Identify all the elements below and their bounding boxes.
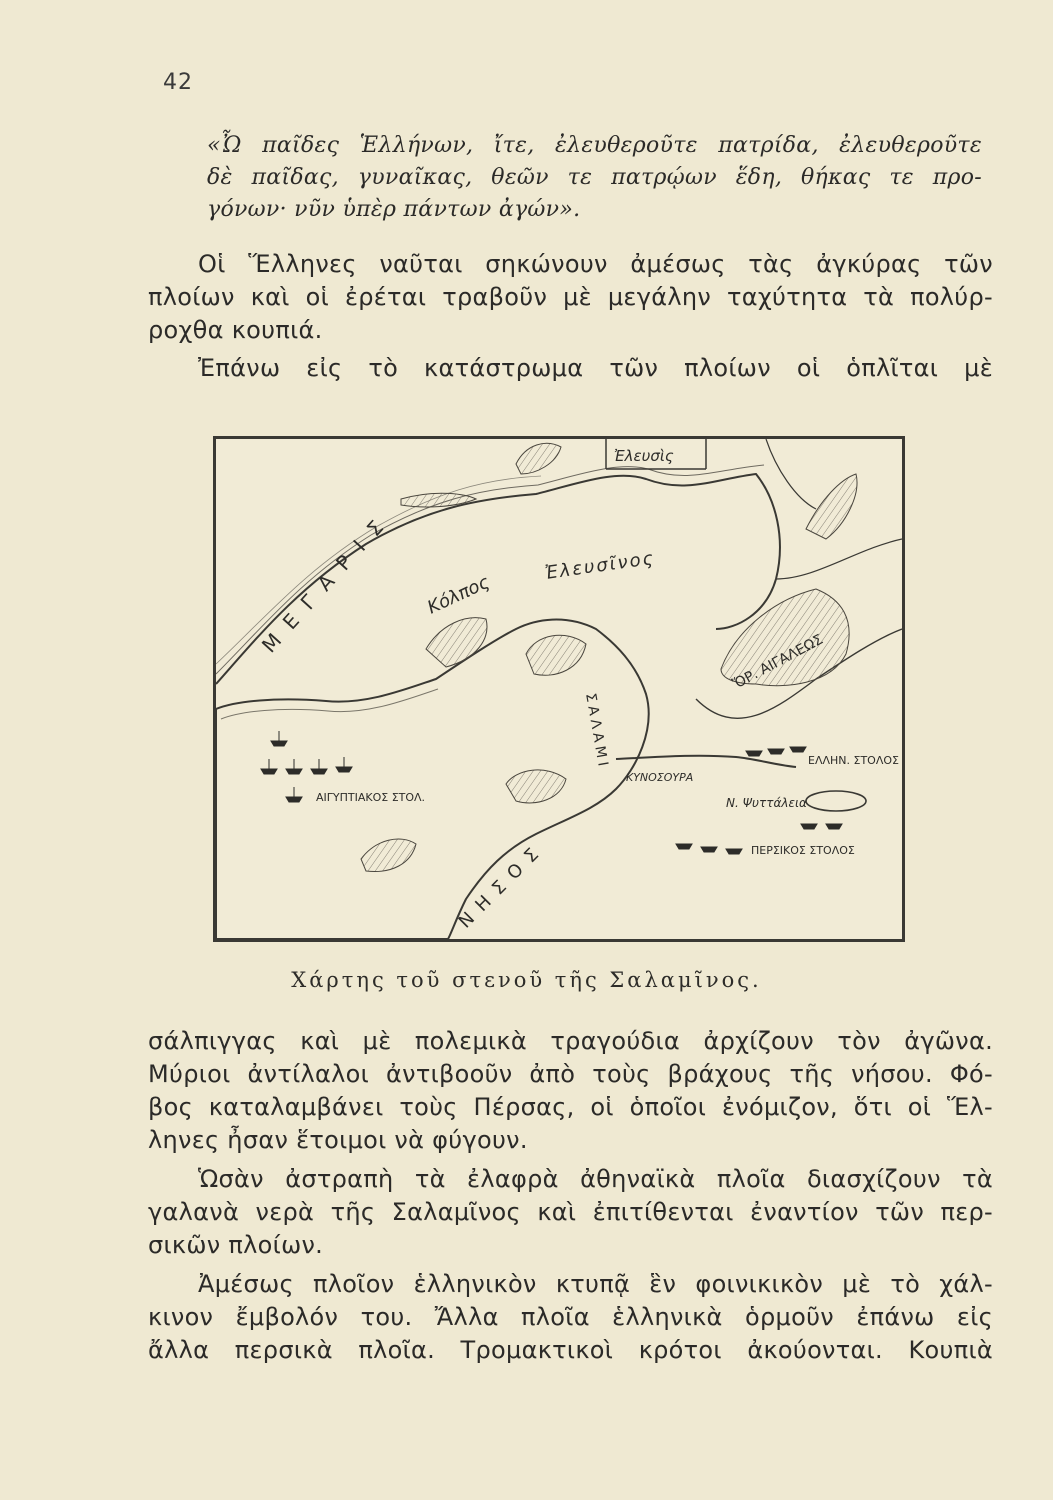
- map-drawing: [216, 439, 902, 939]
- text-line: Ἐπάνω εἰς τὸ κατάστρωμα τῶν πλοίων οἱ ὁπλῖται μὲ: [198, 354, 993, 382]
- label-megaris: ΜΕΓΑΡΙΣ: [256, 505, 398, 658]
- salamis-island: [216, 620, 649, 939]
- mount-aigaleos: [721, 589, 849, 686]
- text-line: Ἀμέσως πλοῖον ἑλληνικὸν κτυπᾷ ἓν φοινικικὸν μὲ τὸ χάλ-: [198, 1270, 993, 1298]
- road: [766, 439, 816, 509]
- paragraph: [148, 1025, 993, 1157]
- quote-line: γόνων· νῦν ὑπὲρ πάντων ἀγών».: [207, 197, 581, 222]
- label-aigaleos: ὌΡ. ΑΙΓΑΛΕΩΣ: [730, 631, 826, 693]
- label-persian-fleet: ΠΕΡΣΙΚΟΣ ΣΤΟΛΟΣ: [751, 844, 855, 857]
- greek-fleet-ships: [746, 747, 806, 756]
- map-caption: Χάρτης τοῦ στενοῦ τῆς Σαλαμῖνος.: [291, 968, 762, 992]
- label-egyptian-fleet: ΑΙΓΥΠΤΙΑΚΟΣ ΣΤΟΛ.: [316, 791, 426, 804]
- paragraph: [148, 1163, 993, 1262]
- text-line: γαλανὰ νερὰ τῆς Σαλαμῖνος καὶ ἐπιτίθενται ἐναντίον τῶν περ-: [148, 1198, 993, 1226]
- quote-line: δὲ παῖδας, γυναῖκας, θεῶν τε πατρῴων ἕδη, θήκας τε προ-: [207, 165, 982, 190]
- text-line: σάλπιγγας καὶ μὲ πολεμικὰ τραγούδια ἀρχίζουν τὸν ἀγῶνα.: [148, 1027, 993, 1055]
- page-number: 42: [163, 70, 193, 95]
- text-line: ληνες ἦσαν ἕτοιμοι νὰ φύγουν.: [148, 1126, 528, 1154]
- label-greek-fleet: ΕΛΛΗΝ. ΣΤΟΛΟΣ: [808, 754, 899, 767]
- psyttaleia-island: [806, 791, 866, 811]
- text-line: Μύριοι ἀντίλαλοι ἀντιβοοῦν ἀπὸ τοὺς βράχους τῆς νήσου. Φό-: [148, 1060, 993, 1088]
- kynosoura: [616, 756, 796, 767]
- text-line: κινον ἔμβολόν του. Ἄλλα πλοῖα ἑλληνικὰ ὁρμοῦν ἐπάνω εἰς: [148, 1303, 993, 1331]
- label-island: ΝΗΣΟΣ: [454, 837, 551, 933]
- label-gulf-eleusinos: Ἐλευσῖνος: [543, 547, 657, 584]
- label-gulf-kolpos: Κόλπος: [424, 571, 493, 619]
- text-line: Οἱ Ἕλληνες ναῦται σηκώνουν ἀμέσως τὰς ἀγκύρας τῶν: [198, 250, 993, 278]
- paragraph: [148, 248, 993, 347]
- label-eleusis: Ἐλευσὶς: [614, 447, 674, 465]
- north-coastline: [216, 474, 780, 684]
- label-kynosoura: ΚΥΝΟΣΟΥΡΑ: [626, 771, 694, 784]
- paragraph: [148, 1268, 993, 1367]
- text-line: Ὡσὰν ἀστραπὴ τὰ ἐλαφρὰ ἀθηναϊκὰ πλοῖα διασχίζουν τὰ: [198, 1165, 993, 1193]
- text-line: βος καταλαμβάνει τοὺς Πέρσας, οἱ ὁποῖοι ἐνόμιζον, ὅτι οἱ Ἕλ-: [148, 1093, 993, 1121]
- quote-block: [207, 130, 982, 226]
- quote-line: «Ὦ παῖδες Ἑλλήνων, ἴτε, ἐλευθεροῦτε πατρίδα, ἐλευθεροῦτε: [207, 133, 982, 158]
- label-island-mark: ΣΑΛΑΜΙ: [582, 691, 612, 772]
- text-line: πλοίων καὶ οἱ ἐρέται τραβοῦν μὲ μεγάλην ταχύτητα τὰ πολύρ-: [148, 283, 993, 311]
- text-line: ροχθα κουπιά.: [148, 316, 323, 344]
- label-psyttaleia: Ν. Ψυττάλεια: [726, 796, 807, 810]
- road: [776, 539, 902, 579]
- paragraph: [148, 352, 993, 385]
- salamis-map: [213, 436, 905, 942]
- text-line: σικῶν πλοίων.: [148, 1231, 324, 1259]
- text-line: ἄλλα περσικὰ πλοῖα. Τρομακτικοὶ κρότοι ἀκούονται. Κουπιὰ: [148, 1336, 993, 1364]
